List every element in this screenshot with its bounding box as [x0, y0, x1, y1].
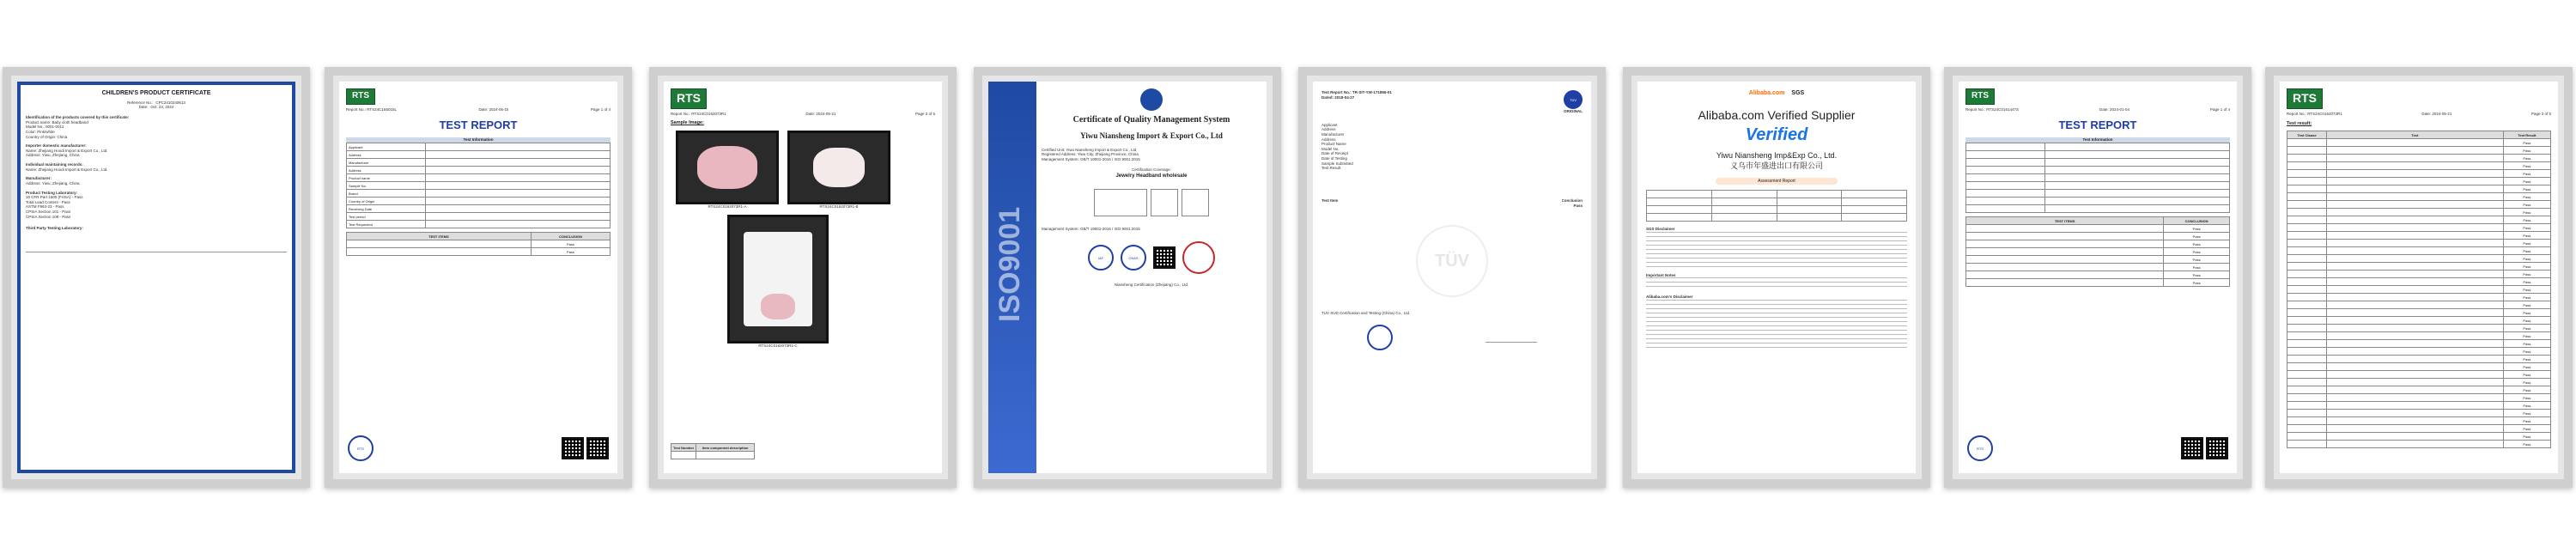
certificate-line: Registered Address: Yiwu City, Zhejiang Province, China	[1042, 152, 1139, 157]
test-report-document	[339, 82, 617, 473]
result-cell: Pass	[2503, 294, 2550, 301]
results-col-conclusion: CONCLUSION	[2164, 217, 2230, 225]
result-cell: Pass	[2503, 240, 2550, 247]
verified-supplier-title: Alibaba.com Verified Supplier	[1698, 107, 1856, 122]
sample-photos-document	[664, 82, 942, 473]
frame-mat	[1953, 76, 2243, 479]
result-cell: Pass	[2503, 178, 2550, 185]
result-cell: Pass	[2503, 147, 2550, 155]
result-cell: Pass	[2503, 317, 2550, 325]
frame-mat	[2274, 76, 2564, 479]
result-cell: Pass	[2503, 379, 2550, 386]
info-row-label: Address	[347, 167, 426, 174]
result-cell: Pass	[2503, 371, 2550, 379]
result-cell: Pass	[2503, 247, 2550, 255]
results-table	[1965, 216, 2230, 287]
info-row-label: Applicant	[347, 143, 426, 151]
company-name-en: Yiwu Niansheng Imp&Exp Co., Ltd.	[1716, 151, 1838, 161]
report-number: Report No.: RTS24C0162073R1	[2287, 111, 2342, 116]
accreditation-badge: CNAS	[1121, 245, 1146, 271]
result-cell: Pass	[2503, 340, 2550, 348]
sgs-logo: SGS	[1791, 90, 1805, 96]
result-cell: Pass	[531, 240, 610, 248]
rts-logo: RTS	[1965, 88, 1995, 105]
cpc-line: Address: Yiwu, Zhejiang, China	[26, 153, 80, 158]
result-cell: Pass	[2164, 256, 2230, 264]
official-seal	[1182, 241, 1215, 274]
section-heading: SGS Disclaimer	[1646, 227, 1675, 231]
sample-photo-a[interactable]	[676, 131, 779, 204]
frame-test-result-table[interactable]	[2265, 67, 2573, 488]
certificate-line: Management System: GB/T 19001-2016 / ISO 9001:2015	[1042, 226, 1140, 231]
result-cell: Pass	[2164, 240, 2230, 248]
frame-test-report-tuv[interactable]	[1298, 67, 1606, 488]
paragraph-lines	[1646, 232, 1907, 268]
frame-mat	[1631, 76, 1922, 479]
paragraph-lines	[1646, 300, 1907, 351]
cpc-line: ASTM F963-23 - Pass	[26, 204, 64, 210]
info-row-label: Sample Submitted	[1321, 161, 1353, 166]
report-date: Date: 2024-05-21	[805, 111, 836, 116]
result-cell: Pass	[2164, 225, 2230, 233]
page-number: Page 3 of 5	[2530, 111, 2551, 116]
cpc-section-testing: Product Testing Laboratory:	[26, 190, 78, 195]
rts-logo: RTS	[2287, 88, 2323, 109]
result-cell: Pass	[2164, 248, 2230, 256]
frame-iso9001-certificate[interactable]	[974, 67, 1281, 488]
cpc-section-manufacturer: Manufacturer:	[26, 176, 52, 181]
validity-box	[1182, 189, 1209, 216]
report-date: Date: 2024-01-04	[2099, 106, 2129, 112]
cpc-ref-label: Reference No.:	[127, 100, 154, 105]
iso-watermark: ISO9001	[993, 206, 1026, 322]
cpc-line: Country of Origin: China	[26, 134, 68, 139]
frame-test-report-1[interactable]	[325, 67, 632, 488]
result-cell: Pass	[2503, 216, 2550, 224]
conclusion-value: Pass	[1573, 203, 1583, 208]
result-cell: Pass	[2503, 348, 2550, 356]
result-cell: Pass	[2503, 325, 2550, 332]
approval-stamp: RTS	[1967, 435, 1993, 461]
alibaba-report-document	[1637, 82, 1916, 473]
frame-mat	[11, 76, 301, 479]
result-cell: Pass	[2503, 209, 2550, 216]
validity-box	[1094, 189, 1147, 216]
qr-code	[1153, 246, 1176, 269]
report-number: Report No.: RTS24C0162073R1	[671, 111, 726, 116]
sample-photo-c[interactable]	[727, 215, 829, 343]
col-result: Test Result	[2503, 131, 2550, 139]
tuv-watermark-icon: TÜV	[1416, 225, 1488, 297]
info-row-label: Date of Testing	[1321, 156, 1347, 161]
page-number: Page 2 of 5	[914, 111, 935, 116]
company-name-cn: 义乌市年盛进出口有限公司	[1729, 161, 1823, 170]
report-number: Report No.: RTS24C0161447S	[1965, 106, 2019, 112]
cpc-line: Address: Yiwu, Zhejiang, China	[26, 180, 80, 185]
frame-mat	[982, 76, 1273, 479]
result-cell: Pass	[2503, 201, 2550, 209]
cpc-document	[17, 82, 295, 473]
report-number: Test Report No.: TR-SIT-YW-171855-01	[1321, 90, 1392, 94]
info-row-label: Sample No.	[347, 182, 426, 190]
info-row-label: Product name	[347, 174, 426, 182]
frame-mat	[333, 76, 623, 479]
clause-table	[2287, 131, 2551, 448]
result-cell: Pass	[2503, 386, 2550, 394]
validity-box	[1151, 189, 1178, 216]
cpc-date-value: Oct. 24, 2024	[150, 105, 174, 110]
cpc-line: CPSIA Section 101 - Pass	[26, 210, 71, 214]
result-cell: Pass	[2503, 394, 2550, 402]
cpc-heading: CHILDREN'S PRODUCT CERTIFICATE	[101, 90, 211, 96]
result-cell: Pass	[2503, 139, 2550, 147]
assessment-table	[1646, 190, 1907, 222]
report-date: Dated: 2018-04-27	[1321, 94, 1355, 100]
cpc-line: Model No.: 0001-0012	[26, 125, 64, 130]
info-header: Test Information	[1965, 137, 2230, 143]
result-cell: Pass	[2503, 417, 2550, 425]
result-cell: Pass	[2503, 193, 2550, 201]
conclusion-header: Conclusion	[1561, 198, 1583, 203]
result-cell: Pass	[2503, 155, 2550, 162]
result-cell: Pass	[531, 248, 610, 256]
result-cell: Pass	[2503, 425, 2550, 433]
info-row-label: Address	[347, 151, 426, 159]
certifier-logo-icon	[1140, 88, 1163, 111]
cpc-line: CPSIA Section 108 - Pass	[26, 214, 71, 219]
results-col-test: TEST ITEMS	[1966, 217, 2164, 225]
cpc-line: Name: Zhejiang Hoodi Import & Export Co., Ltd.	[26, 167, 108, 172]
qr-code	[586, 437, 609, 459]
result-cell: Pass	[2503, 224, 2550, 232]
info-row-label: Address	[1321, 127, 1336, 132]
result-cell: Pass	[2164, 271, 2230, 279]
rts-logo: RTS	[346, 88, 375, 105]
info-row-label: Brand	[347, 190, 426, 198]
report-title: TEST REPORT	[439, 119, 518, 132]
frame-mat	[658, 76, 948, 479]
cpc-section-third-party: Third Party Testing Laboratory:	[26, 226, 83, 231]
page-number: Page 1 of 4	[590, 106, 611, 112]
result-cell: Pass	[2503, 286, 2550, 294]
cpc-section-identification: Identification of the products covered by this certificate:	[26, 115, 130, 119]
tuv-logo-icon: TÜV	[1564, 90, 1583, 109]
results-table	[346, 232, 611, 256]
info-row-label: Manufacturer	[1321, 131, 1345, 137]
result-cell: Pass	[2503, 263, 2550, 271]
test-number-table	[671, 443, 755, 459]
tuv-report-document	[1313, 82, 1591, 473]
alibaba-logo: Alibaba.com	[1748, 90, 1785, 96]
qr-code	[562, 437, 584, 459]
info-table	[346, 143, 611, 228]
original-label: ORIGINAL	[1564, 109, 1583, 113]
iso-certificate-document	[988, 82, 1267, 473]
verified-badge: Verified	[1745, 125, 1808, 145]
col-clause: Test Clause	[2287, 131, 2327, 139]
info-row-label: Receiving Date	[347, 205, 426, 213]
cpc-date-label: Date:	[138, 105, 149, 110]
certificate-company: Yiwu Niansheng Import & Export Co., Ltd	[1080, 131, 1223, 140]
certificate-footer: Niansheng Certification (Zhejiang) Co., Ltd.	[1114, 283, 1189, 288]
info-row-label: Test period	[347, 213, 426, 221]
cpc-ref-value: CPC2410240613	[155, 100, 185, 105]
certificate-line: Certification Coverage:	[1132, 167, 1171, 172]
result-cell: Pass	[2503, 433, 2550, 441]
certificate-line: Certified Unit: Yiwu Niansheng Import & Export Co., Ltd	[1042, 147, 1137, 152]
cpc-line: Name: Zhejiang Hoodi Import & Export Co., Ltd.	[26, 148, 108, 153]
frame-childrens-product-certificate[interactable]	[3, 67, 310, 488]
component-col: Item component description	[696, 444, 755, 452]
result-cell: Pass	[2503, 162, 2550, 170]
info-row-label: Manufacturer	[347, 159, 426, 167]
assessment-report-pill[interactable]: Assessment Report	[1716, 178, 1838, 185]
result-cell: Pass	[2503, 402, 2550, 410]
test-result-document	[2280, 82, 2558, 473]
test-number-col: Test Number	[671, 444, 696, 452]
info-row-label: Country of Origin	[347, 198, 426, 205]
qr-code	[2181, 437, 2203, 459]
info-row-label: Address	[1321, 137, 1336, 142]
result-cell: Pass	[2503, 232, 2550, 240]
info-row-label: Date of Receipt	[1321, 151, 1349, 156]
accreditation-badge: IAF	[1088, 245, 1114, 271]
info-row-label: Product Name	[1321, 142, 1346, 147]
approval-stamp	[1367, 325, 1393, 350]
section-heading: Important Notes	[1646, 272, 1676, 277]
photo-caption: RTS24C0162073R1-A	[708, 204, 747, 209]
info-table	[1965, 143, 2230, 213]
certificate-scope: Jewelry Headband wholesale	[1115, 173, 1188, 179]
certificate-line: Management System: GB/T 19001-2016 / ISO 9001:2015	[1042, 157, 1140, 161]
info-row-label: Test Requested	[347, 221, 426, 228]
sample-image-label: Sample Image:	[671, 120, 704, 126]
cpc-line: 16 CFR Part 1500 (FHSA) - Pass	[26, 195, 83, 200]
cpc-line: Product name: Baby cloth headband	[26, 119, 88, 125]
test-report-document	[1959, 82, 2237, 473]
approval-stamp: RTS	[348, 435, 374, 461]
result-cell: Pass	[2164, 279, 2230, 287]
report-date: Date: 2024-05-15	[478, 106, 509, 112]
report-footer: TUV SUD Certification and Testing (China) Co., Ltd.	[1321, 311, 1411, 316]
cpc-line: Color: Pink/white	[26, 129, 55, 134]
paragraph-lines	[1646, 277, 1907, 289]
report-number: Report No.: RTS24C165015L	[346, 106, 397, 112]
page-number: Page 1 of 4	[2209, 106, 2230, 112]
rts-logo: RTS	[671, 88, 707, 109]
frame-alibaba-verified[interactable]	[1623, 67, 1930, 488]
result-cell: Pass	[2503, 170, 2550, 178]
result-cell: Pass	[2503, 356, 2550, 363]
signature-line	[1485, 342, 1537, 343]
photo-caption: RTS24C0162073R1-C	[758, 343, 798, 348]
report-date: Date: 2024-05-21	[2421, 111, 2452, 116]
result-cell: Pass	[2503, 185, 2550, 193]
report-title: TEST REPORT	[2058, 119, 2137, 132]
frame-test-report-2[interactable]	[1944, 67, 2251, 488]
result-cell: Pass	[2503, 309, 2550, 317]
col-test: Test	[2327, 131, 2504, 139]
result-cell: Pass	[2503, 271, 2550, 278]
result-cell: Pass	[2503, 332, 2550, 340]
info-row-label: Test Result	[1321, 166, 1341, 171]
result-cell: Pass	[2503, 255, 2550, 263]
results-col-conclusion: CONCLUSION	[531, 233, 610, 240]
info-row-label: Model No.	[1321, 146, 1340, 151]
result-cell: Pass	[2503, 278, 2550, 286]
frame-mat	[1307, 76, 1597, 479]
info-row-label: Applicant	[1321, 122, 1338, 127]
results-col-test: TEST ITEMS	[347, 233, 532, 240]
certificate-title: Certificate of Quality Management System	[1072, 115, 1230, 125]
result-cell: Pass	[2503, 301, 2550, 309]
cpc-section-records: Individual maintaining records:	[26, 162, 83, 167]
section-heading: Alibaba.com's Disclaimer	[1646, 295, 1693, 300]
cpc-section-importer: Importer domestic manufacturer:	[26, 143, 87, 149]
photo-caption: RTS24C0162073R1-B	[819, 204, 859, 209]
result-cell: Pass	[2503, 363, 2550, 371]
test-item-header: Test Item	[1321, 198, 1339, 203]
info-header: Test Information	[346, 137, 611, 143]
result-cell: Pass	[2503, 410, 2550, 417]
qr-code	[2206, 437, 2228, 459]
frame-sample-photos[interactable]	[649, 67, 957, 488]
result-cell: Pass	[2164, 233, 2230, 240]
result-cell: Pass	[2164, 264, 2230, 271]
cpc-line: Total Lead Content - Pass	[26, 199, 70, 204]
test-result-label: Test result:	[2287, 121, 2312, 127]
result-cell: Pass	[2503, 441, 2550, 448]
sample-photo-b[interactable]	[787, 131, 890, 204]
